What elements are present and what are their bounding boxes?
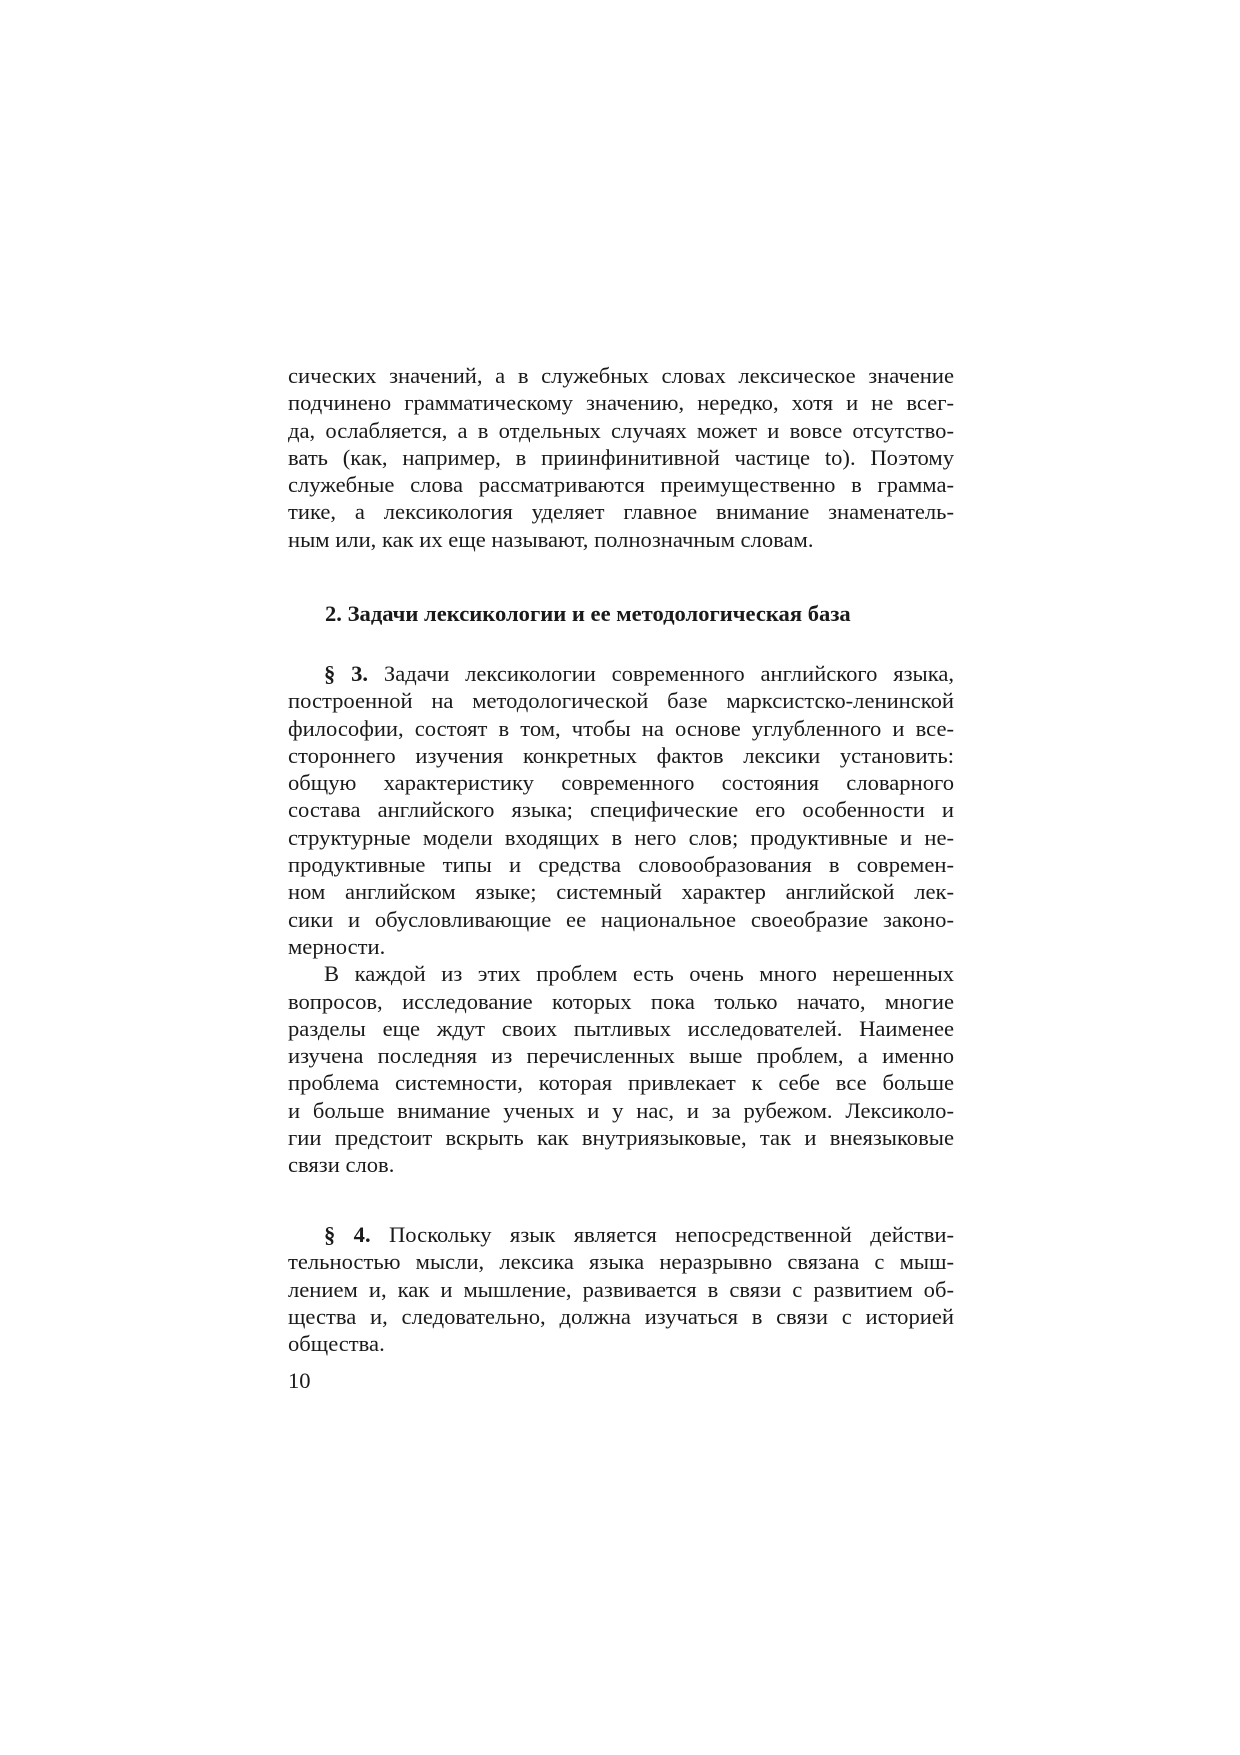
text-line: проблема системности, которая привлекает к себе все больше [288,1070,954,1096]
text-line: ным или, как их еще называют, полнозначным словам. [288,526,814,552]
text-line: изучена последняя из перечисленных выше проблем, а именно [288,1043,954,1069]
text-line: состава английского языка; специфические его особенности и [288,797,954,823]
text-line: построенной на методологической базе марксистско-ленинской [288,688,954,714]
section-mark: § 3. [324,661,369,686]
text-line: тельностью мысли, лексика языка неразрывно связана с мыш- [288,1249,954,1275]
text-line: разделы еще ждут своих пытливых исследователей. Наименее [288,1015,954,1041]
text-line: В каждой из этих проблем есть очень много нерешенных [324,961,954,987]
text-fragment: Поскольку язык является непосредственной действи- [370,1222,954,1247]
page-number: 10 [288,1368,311,1393]
text-line: философии, состоят в том, чтобы на основе углубленного и все- [288,715,954,741]
text-fragment: Задачи лексикологии современного английского языка, [368,661,955,686]
text-line: общую характеристику современного состояния словарного [288,770,954,796]
text-line: да, ослабляется, а в отдельных случаях может и вовсе отсутство- [288,417,954,443]
text-line [288,660,954,687]
text-line: мерности. [288,933,386,959]
text-line: вать (как, например, в приинфинитивной частице to). Поэтому [288,444,954,470]
text-line: стороннего изучения конкретных фактов лексики установить: [288,742,954,768]
section-4-paragraph [288,1221,954,1357]
text-line [288,1221,954,1248]
text-line: связи слов. [288,1152,395,1178]
section-3-paragraph [288,660,954,1179]
text-line: и больше внимание ученых и у нас, и за рубежом. Лексиколо- [288,1097,954,1123]
text-line: тике, а лексикология уделяет главное внимание знаменатель- [288,499,954,525]
section-heading: 2. Задачи лексикологии и ее методологическая база [325,601,851,626]
text-line: вопросов, исследование которых пока только начато, многие [288,988,954,1014]
section-mark: § 4. [324,1222,371,1247]
text-line: ном английском языке; системный характер английской лек- [288,879,954,905]
text-line: подчинено грамматическому значению, нередко, хотя и не всег- [288,390,954,416]
text-line: сических значений, а в служебных словах лексическое значение [288,363,954,388]
text-line: служебные слова рассматриваются преимущественно в грамма- [288,472,954,498]
text-line: щества и, следовательно, должна изучаться в связи с историей [288,1303,954,1329]
text-line: сики и обусловливающие ее национальное своеобразие законо- [288,906,954,932]
text-line: продуктивные типы и средства словообразования в современ- [288,852,954,878]
text-line: общества. [288,1331,385,1357]
intro-paragraph [288,362,954,553]
text-line: структурные модели входящих в него слов; продуктивные и не- [288,824,954,850]
text-line: гии предстоит вскрыть как внутриязыковые, так и внеязыковые [288,1125,954,1151]
text-line: лением и, как и мышление, развивается в связи с развитием об- [288,1276,954,1302]
